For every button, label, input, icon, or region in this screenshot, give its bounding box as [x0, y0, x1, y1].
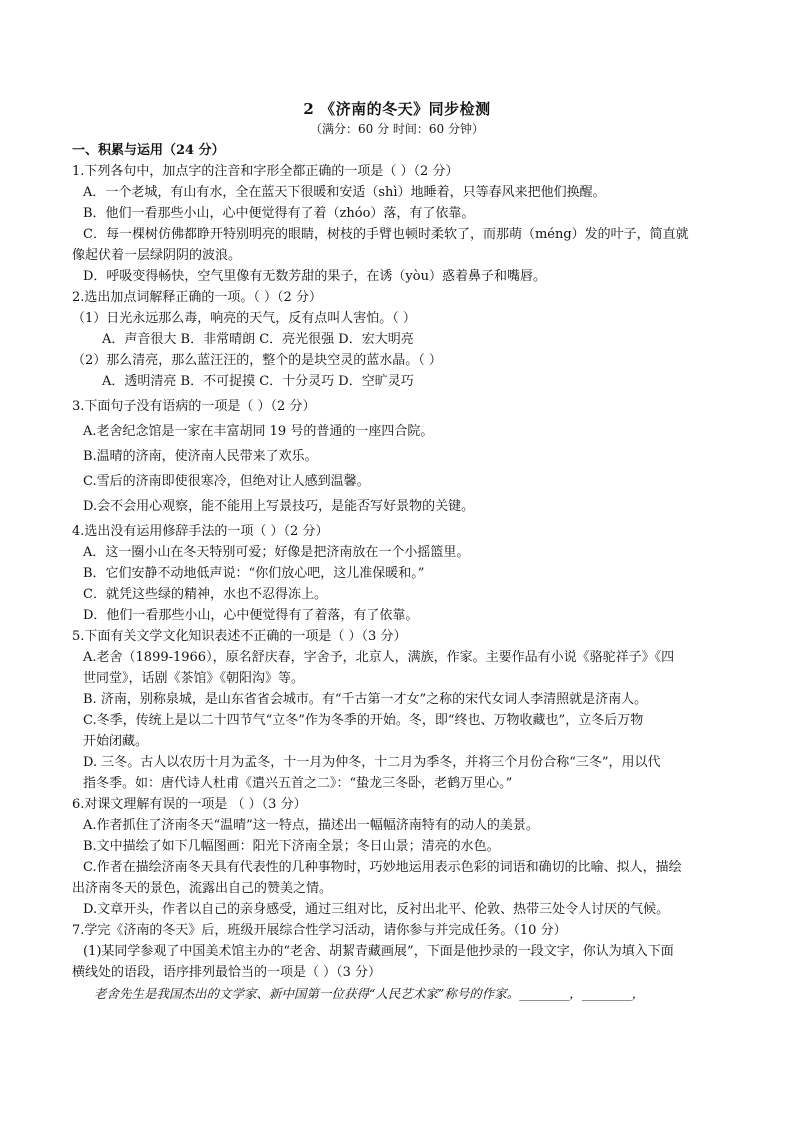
- text-line: 3.下面句子没有语病的一项是（ ）（2 分）: [72, 399, 316, 414]
- text-line: B.温晴的济南，使济南人民带来了欢乐。: [83, 449, 318, 464]
- text-line: (1)某同学参观了中国美术馆主办的“老舍、胡絜青藏画展”，下面是他抄录的一段文字，你认为填入下面: [83, 944, 674, 959]
- text-line: D.文章开头，作者以自己的亲身感受，通过三组对比，反衬出北平、伦敦、热带三处令人讨厌的气候。: [83, 902, 670, 917]
- text-line: 6.对课文理解有误的一项是 （ ）（3 分）: [72, 797, 307, 812]
- text-line: 像起伏着一层绿阴阴的波浪。: [72, 248, 242, 263]
- page-title: 2 《济南的冬天》同步检测: [303, 100, 491, 118]
- text-line: B．它们安静不动地低声说：“你们放心吧，这儿准保暖和。”: [83, 566, 425, 581]
- text-line: B．他们一看那些小山，心中便觉得有了着（zhóo）落，有了依靠。: [83, 206, 475, 221]
- text-line: A．透明清亮 B．不可捉摸 C．十分灵巧 D．空旷灵巧: [102, 374, 414, 389]
- text-line: 2.选出加点词解释正确的一项。（ ）（2 分）: [72, 290, 322, 305]
- text-line: A．这一圈小山在冬天特别可爱；好像是把济南放在一个小摇篮里。: [83, 545, 470, 560]
- text-line: A．声音很大 B．非常晴朗 C．亮光很强 D．宏大明亮: [102, 332, 414, 347]
- page-subtitle: （满分：60 分 时间：60 分钟）: [310, 122, 484, 136]
- text-line: 出济南冬天的景色，流露出自己的赞美之情。: [72, 881, 333, 896]
- text-line: C.冬季，传统上是以二十四节气“立冬”作为冬季的开始。冬，即“终也、万物收藏也”，立冬后万物: [83, 713, 644, 728]
- text-line: 1.下列各句中，加点字的注音和字形全都正确的一项是（ ）（2 分）: [72, 164, 459, 179]
- question-content: [72, 140, 732, 1004]
- text-line: 7.学完《济南的冬天》后，班级开展综合性学习活动，请你参与并完成任务。（10 分）: [72, 923, 567, 938]
- text-line: 开始闭藏。: [83, 734, 149, 749]
- text-line: 世同堂》，话剧《茶馆》《朝阳沟》等。: [83, 671, 305, 686]
- text-line: A.作者抓住了济南冬天“温晴”这一特点，描述出一幅幅济南特有的动人的美景。: [83, 818, 539, 833]
- text-line: 横线处的语段，语序排列最恰当的一项是（ ）（3 分）: [72, 965, 382, 980]
- text-line: 一、积累与运用（24 分）: [72, 143, 225, 158]
- text-line: （1）日光永远那么毒，响亮的天气，反有点叫人害怕。（ ）: [72, 311, 416, 326]
- text-line: 4.选出没有运用修辞手法的一项（ ）（2 分）: [72, 524, 329, 539]
- text-line: C.作者在描绘济南冬天具有代表性的几种事物时，巧妙地运用表示色彩的词语和确切的比喻、拟人，描绘: [83, 860, 682, 875]
- text-line: D．他们一看那些小山，心中便觉得有了着落，有了依靠。: [83, 608, 419, 623]
- text-line: 指冬季。如：唐代诗人杜甫《遣兴五首之二》：“蛰龙三冬卧，老鹤万里心。”: [83, 776, 513, 791]
- text-line: A．一个老城，有山有水，全在蓝天下很暖和安适（shì）地睡着，只等春风来把他们换醒。: [83, 185, 606, 200]
- text-line: C.雪后的济南即使很寒冷，但绝对让人感到温馨。: [83, 474, 370, 489]
- text-line: D．呼吸变得畅快，空气里像有无数芳甜的果子，在诱（yòu）惑着鼻子和嘴唇。: [83, 269, 546, 284]
- text-line: B. 济南，别称泉城，是山东省省会城市。有“千古第一才女”之称的宋代女词人李清照就是济南人。: [83, 692, 648, 707]
- text-line: D.会不会用心观察，能不能用上写景技巧，是能否写好景物的关键。: [83, 499, 475, 514]
- text-line: D. 三冬。古人以农历十月为孟冬，十一月为仲冬，十二月为季冬，并将三个月份合称“三冬”，用以代: [83, 755, 661, 770]
- text-line: A.老舍纪念馆是一家在丰富胡同 19 号的普通的一座四合院。: [83, 424, 434, 439]
- text-line: （2）那么清亮，那么蓝汪汪的，整个的是块空灵的蓝水晶。（ ）: [72, 353, 442, 368]
- text-line: B.文中描绘了如下几幅图画：阳光下济南全景；冬日山景；清亮的水色。: [83, 839, 500, 854]
- text-line: A.老舍（1899-1966），原名舒庆春，字舍予，北京人，满族，作家。主要作品有小说《骆驼祥子》《四: [83, 650, 675, 665]
- text-line: C．就凭这些绿的精神，水也不忍得冻上。: [83, 587, 327, 602]
- text-line: C．每一棵树仿佛都睁开特别明亮的眼睛，树枝的手臂也顿时柔软了，而那萌（méng）发的叶子，简直就: [83, 227, 689, 242]
- text-line: 5.下面有关文学文化知识表述不正确的一项是（ ）（3 分）: [72, 629, 407, 644]
- text-line: 老舍先生是我国杰出的文学家、新中国第一位获得“人民艺术家”称号的作家。________，________，: [94, 986, 645, 1001]
